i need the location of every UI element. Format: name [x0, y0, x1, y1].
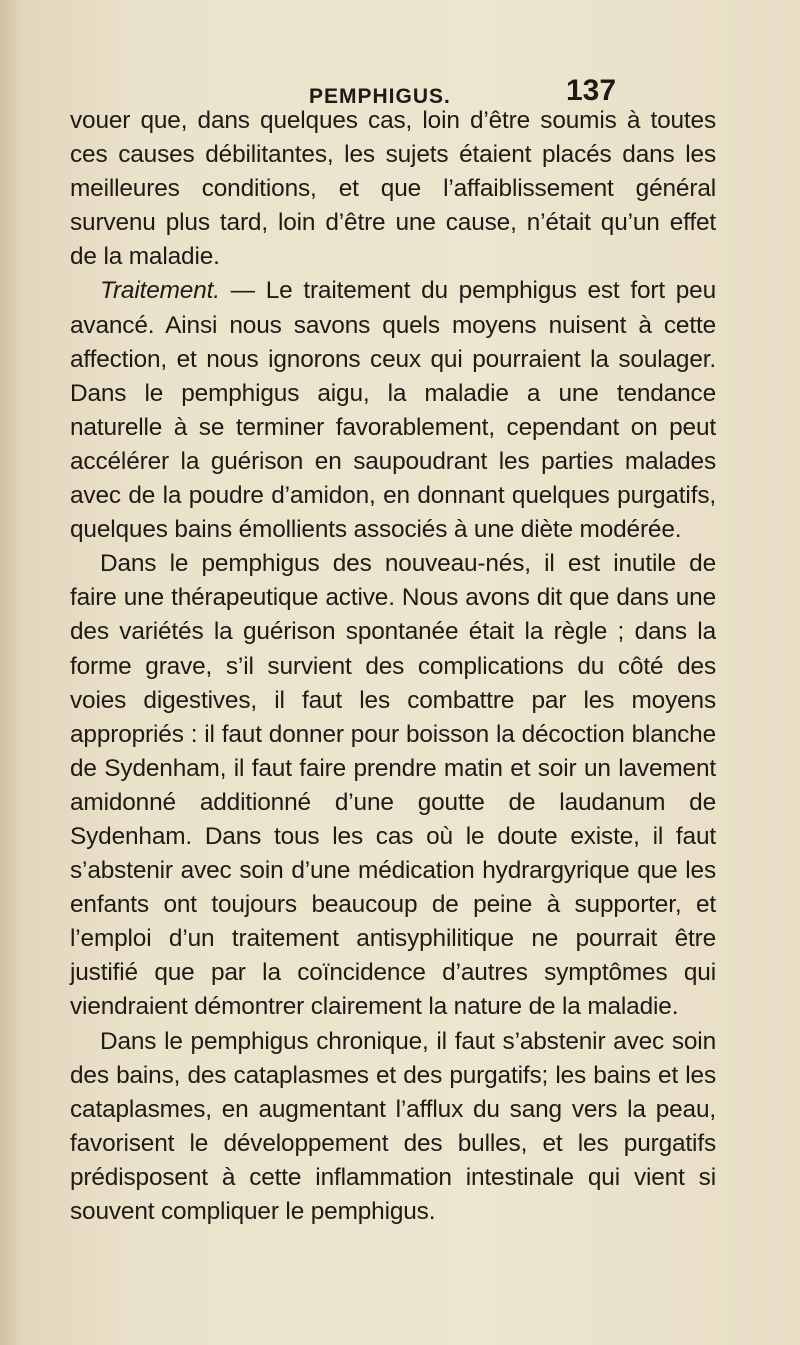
paragraph-3: Dans le pemphigus des nouveau-nés, il est inutile de faire une thérapeutique active. Nous avons dit que dans une des variétés la guérison spontanée était la règle ; dans la forme grave, s’il survient des complications du côté des voies digestives, il faut les combattre par les moyens appropriés : il faut donner pour boisson la décoction blanche de Sydenham, il faut faire prendre matin et soir un lavement amidonné additionné d’une goutte de laudanum de Sydenham. Dans tous les cas où le doute existe, il faut s’abstenir avec soin d’une médication hydrargyrique que les enfants ont toujours beaucoup de peine à supporter, et l’emploi d’un traitement antisyphilitique ne pourrait être justifié que par la coïncidence d’autres symptômes qui viendraient démontrer clairement la nature de la maladie. — [70, 550, 716, 1021]
paragraph-1: vouer que, dans quelques cas, loin d’être soumis à toutes ces causes débilitantes, les sujets étaient placés dans les meilleures conditions, et que l’affaiblissement général survenu plus tard, loin d’être une cause, n’était qu’un effet de la maladie. — [70, 107, 716, 271]
paragraph-4: Dans le pemphigus chronique, il faut s’abstenir avec soin des bains, des cataplasmes et des purgatifs; les bains et les cataplasmes, en augmentant l’afflux du sang vers la peau, favorisent le développement des bulles, et les purgatifs prédisposent à cette inflammation intestinale qui vient si souvent compliquer le pemphigus. — [70, 1027, 716, 1225]
section-heading-traitement: Traitement. — [100, 277, 220, 305]
body-text — [70, 104, 716, 1229]
page-gutter-shadow — [0, 0, 22, 1345]
running-title: PEMPHIGUS. — [309, 85, 451, 108]
paragraph-2 — [70, 274, 716, 547]
page-number: 137 — [566, 74, 617, 107]
paragraph-2-text: — Le traitement du pemphigus est fort peu avancé. Ainsi nous savons quels moyens nuisent à cette affection, et nous ignorons ceux qui pourraient la soulager. Dans le pemphigus aigu, la maladie a une tendance naturelle à se terminer favorablement, cependant on peut accélérer la guérison en saupoudrant les parties malades avec de la poudre d’amidon, en donnant quelques purgatifs, quelques bains émollients associés à une diète modérée. — [70, 277, 716, 544]
